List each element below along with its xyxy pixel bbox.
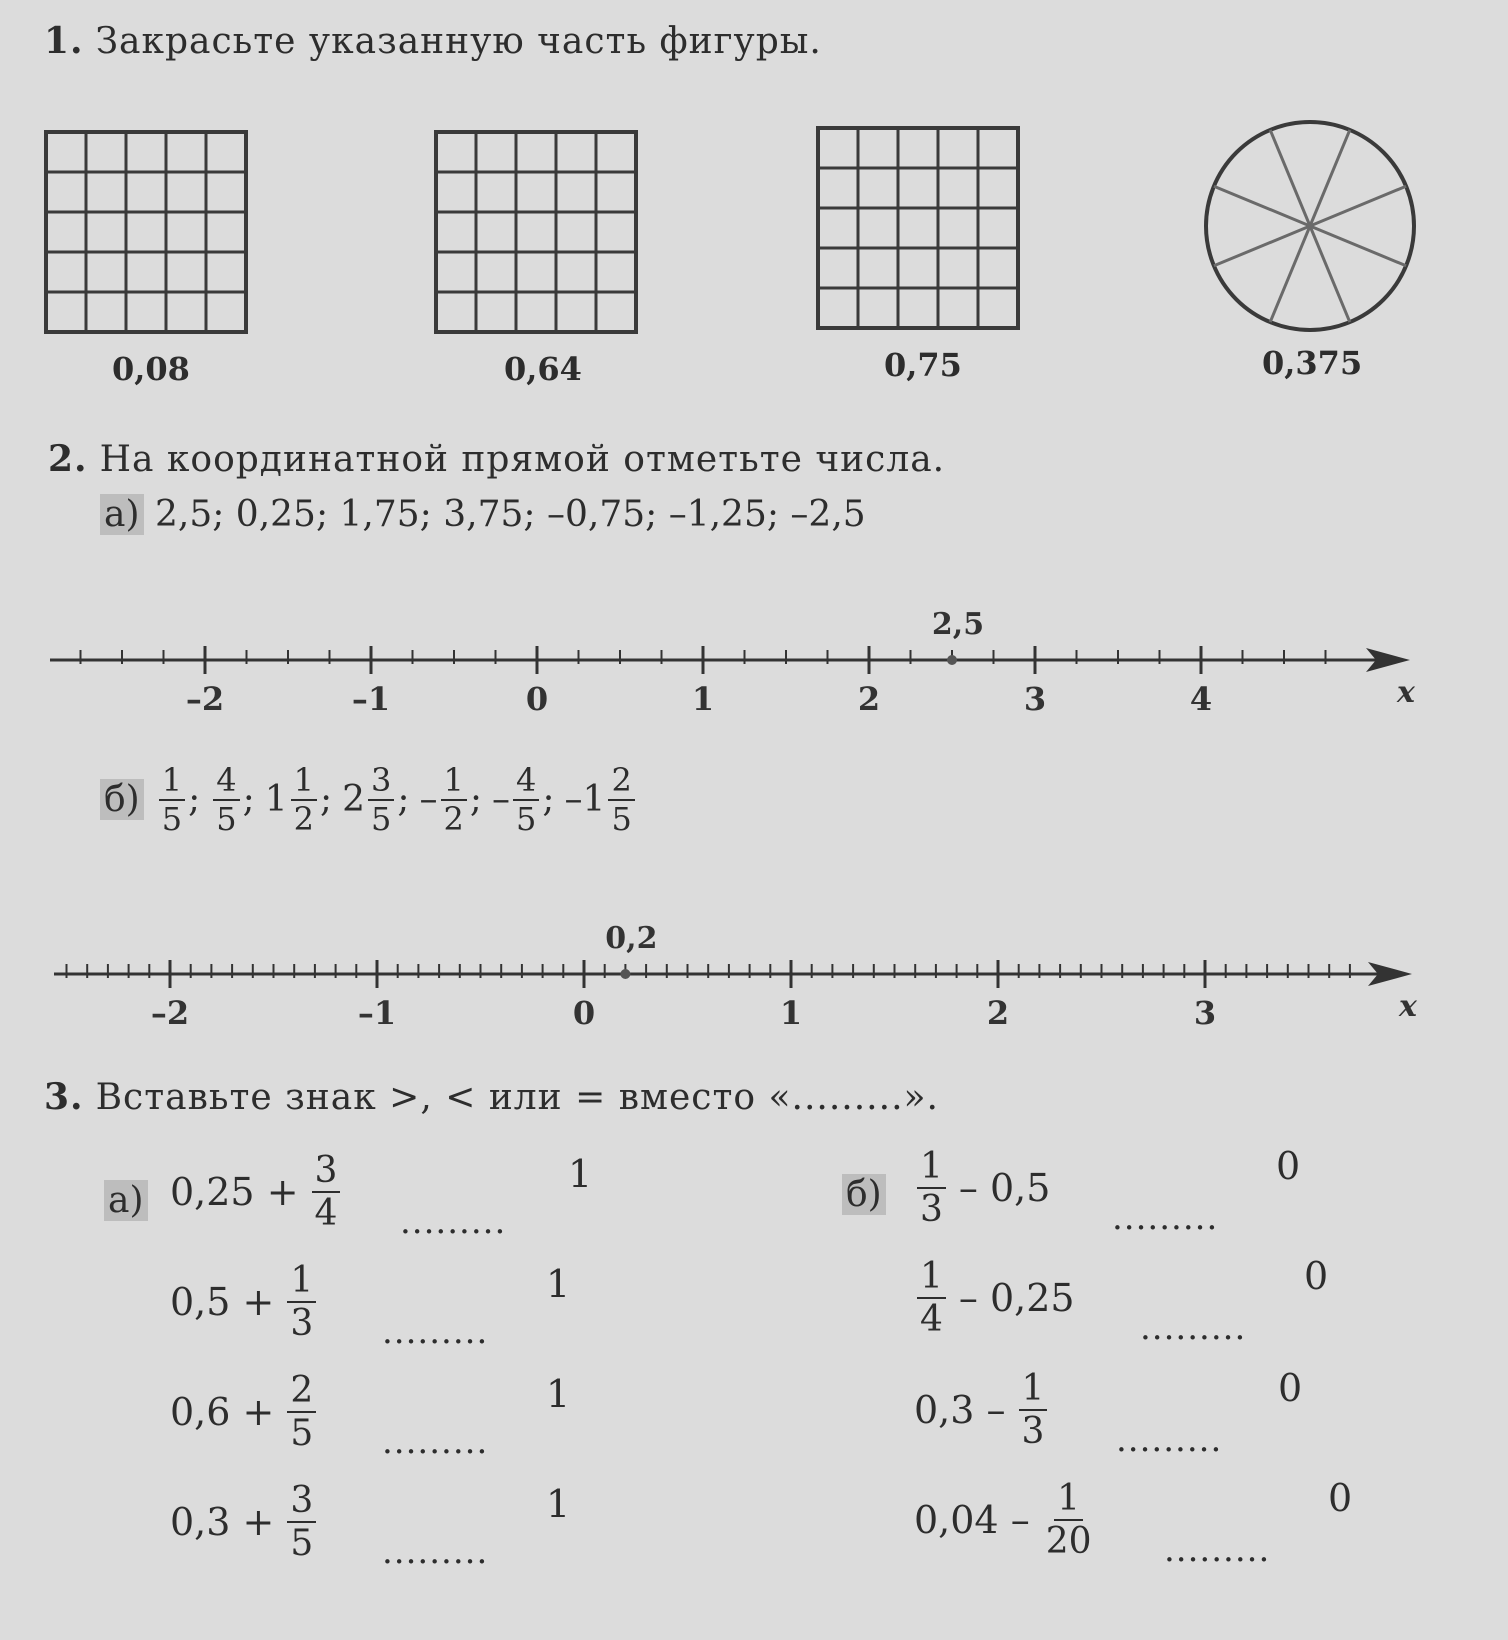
task3-heading [44,1076,939,1118]
comparison-row-a [170,1150,343,1235]
marked-point-label: 0,2 [605,921,658,956]
numerator: 1 [917,1256,946,1299]
denominator: 4 [314,1193,338,1235]
figure-4-caption: 0,375 [1262,344,1363,382]
whole-part: 1 [264,779,288,821]
numerator: 2 [608,762,634,801]
comparison-row-b [914,1256,1075,1341]
numerator: 4 [513,762,539,801]
figure-1-caption: 0,08 [112,350,190,388]
expression-right: 0 [1304,1254,1329,1298]
expression-operation: – 0,25 [958,1276,1075,1321]
fraction [312,1150,341,1235]
numerator: 3 [368,762,394,801]
numerator: 1 [1019,1368,1048,1411]
numerator: 3 [287,1480,316,1523]
task3-part-b-label [842,1174,886,1215]
fraction-item [342,762,409,838]
denominator: 2 [293,799,314,838]
tick-label: –1 [351,680,391,718]
tick-label: –2 [185,680,225,718]
denominator: 5 [216,799,237,838]
expression-left: 0,5 + [170,1280,275,1325]
comparison-row-a [170,1260,319,1345]
separator: ; [397,779,410,821]
whole-part: 1 [582,779,606,821]
expression-right: 1 [546,1372,571,1416]
numerator: 1 [159,762,185,801]
grid-border [46,132,246,332]
dots-placeholder[interactable]: ......... [1140,1308,1247,1348]
part-b-label: б) [842,1174,886,1215]
fraction [213,762,239,838]
dots-placeholder[interactable]: ......... [1164,1530,1271,1570]
grid-border [818,128,1018,328]
fraction [287,1260,316,1345]
expression-right: 1 [546,1262,571,1306]
fraction-item [210,762,255,838]
task2a-list: 2,5; 0,25; 1,75; 3,75; –0,75; –1,25; –2,5 [154,494,866,535]
numerator: 4 [213,762,239,801]
number-line-b[interactable] [0,910,1508,1030]
denominator: 5 [290,1523,314,1565]
fraction [917,1256,946,1341]
separator: ; [542,779,555,821]
task2-heading [48,438,945,480]
part-a-label: а) [100,494,144,535]
denominator: 4 [920,1299,943,1341]
expression-right: 1 [546,1482,571,1526]
tick-label: 1 [691,680,715,718]
numerator: 3 [312,1150,341,1193]
fraction [917,1146,946,1231]
expression-operation: – 0,5 [958,1166,1051,1211]
separator: ; [319,779,333,821]
figure-2-caption: 0,64 [504,350,582,388]
grid-border [436,132,636,332]
dots-placeholder[interactable]: ......... [382,1532,489,1572]
fraction [1019,1368,1048,1453]
expression-right: 0 [1328,1476,1353,1520]
axis-label: x [1397,675,1415,710]
comparison-row-b [914,1146,1050,1231]
expression-left: 0,04 – [914,1498,1030,1543]
circle-sector-lines [1214,130,1406,322]
marked-point-label: 2,5 [931,607,985,642]
tick-label: 2 [986,994,1010,1030]
task3-title: Вставьте знак >, < или = вместо «.........». [95,1077,939,1118]
fraction-item [156,762,201,838]
fraction [287,1370,316,1455]
circle-figure[interactable] [1200,116,1420,336]
grid-figure-1[interactable] [42,128,252,338]
task2-title: На координатной прямой отметьте числа. [99,439,946,480]
minus-sign: – [492,779,511,821]
task3-number: 3. [44,1076,84,1118]
minus-sign: – [419,779,438,821]
expression-right: 1 [568,1152,593,1196]
comparison-row-a [170,1480,319,1565]
denominator: 5 [611,799,632,838]
dots-placeholder[interactable]: ......... [1116,1420,1223,1460]
separator: ; [188,779,201,821]
tick-label: 3 [1193,994,1217,1030]
part-b-label: б) [100,779,144,820]
grid-figure-3[interactable] [814,124,1024,334]
dots-placeholder[interactable]: ......... [400,1202,507,1242]
minus-sign: – [564,779,583,821]
grid-lines [436,132,636,332]
numerator: 1 [1054,1478,1083,1521]
fraction-item [265,762,332,838]
numerator: 1 [291,762,317,801]
numerator: 1 [287,1260,316,1303]
fraction [287,1480,316,1565]
expression-right: 0 [1278,1366,1303,1410]
fraction [608,762,634,838]
denominator: 5 [290,1413,314,1455]
expression-left: 0,3 – [914,1388,1006,1433]
denominator: 20 [1045,1521,1092,1563]
expression-left: 0,6 + [170,1390,275,1435]
figure-3-caption: 0,75 [884,346,962,384]
task1-heading [44,20,822,62]
dots-placeholder[interactable]: ......... [382,1312,489,1352]
comparison-row-b [914,1478,1098,1563]
tick-label: 2 [857,680,881,718]
denominator: 5 [516,799,537,838]
marked-point [620,969,630,979]
separator: ; [469,779,483,821]
task2a-numbers [100,494,866,535]
fraction [441,762,467,838]
fraction-item [492,762,555,838]
fraction [513,762,539,838]
fraction [368,762,394,838]
fraction [159,762,185,838]
task3-part-a-label [104,1180,148,1221]
tick-label: –2 [150,994,190,1030]
denominator: 3 [290,1303,314,1345]
tick-label: 0 [572,994,596,1030]
tick-label: 0 [525,680,549,718]
task1-number: 1. [44,20,84,62]
axis-label: x [1399,989,1417,1024]
number-line-a[interactable] [0,600,1508,720]
task2-number: 2. [48,438,88,480]
tick-label: 4 [1189,680,1213,718]
numerator: 2 [287,1370,316,1413]
expression-left: 0,25 + [170,1170,299,1215]
grid-figure-2[interactable] [432,128,642,338]
grid-lines [46,132,246,332]
denominator: 5 [371,799,392,838]
fraction-item [565,762,638,838]
denominator: 3 [920,1189,943,1231]
denominator: 2 [443,799,464,838]
separator: ; [242,779,255,821]
denominator: 5 [161,799,183,838]
marked-point [947,655,957,665]
fraction-item [420,762,483,838]
dots-placeholder[interactable]: ......... [1112,1198,1219,1238]
task2b-numbers [100,762,648,838]
expression-left: 0,3 + [170,1500,275,1545]
grid-lines [818,128,1018,328]
task1-title: Закрасьте указанную часть фигуры. [95,21,822,62]
fraction [1043,1478,1095,1563]
comparison-row-a [170,1370,319,1455]
whole-part: 2 [342,779,366,821]
dots-placeholder[interactable]: ......... [382,1422,489,1462]
fraction [291,762,317,838]
numerator: 1 [441,762,467,801]
tick-label: 1 [779,994,803,1030]
comparison-row-b [914,1368,1050,1453]
part-a-label: а) [104,1180,148,1221]
denominator: 3 [1021,1411,1045,1453]
expression-right: 0 [1276,1144,1301,1188]
tick-label: 3 [1023,680,1047,718]
tick-label: –1 [357,994,397,1030]
numerator: 1 [917,1146,946,1189]
